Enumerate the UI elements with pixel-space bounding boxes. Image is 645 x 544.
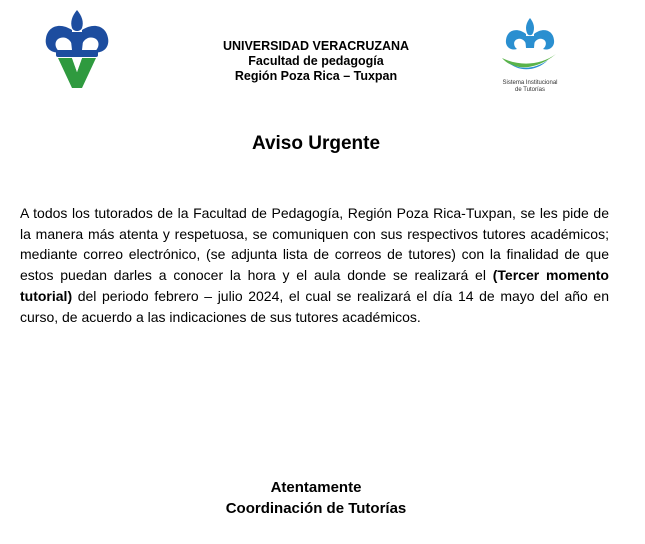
closing-block <box>0 477 632 519</box>
closing-regards: Atentamente <box>270 479 362 496</box>
notice-paragraph <box>20 203 609 327</box>
notice-paragraph-bold: (Tercer momento tutorial) <box>20 267 609 304</box>
uv-flor-de-lis-logo-icon <box>42 8 112 90</box>
notice-paragraph-part1: A todos los tutorados de la Facultad de Pedagogía, Región Poza Rica-Tuxpan, se les pide de la manera más atenta y respetuosa, se comuniquen con sus respectivos tutores académicos; mediante correo electrónico, (se adjunta lista de correos de tutores) con la finalidad de que estos puedan darles a conocer la hora y el aula donde se realizará el <box>20 205 609 284</box>
region-name: Región Poza Rica – Tuxpan <box>234 69 398 83</box>
university-name: UNIVERSIDAD VERACRUZANA <box>222 39 410 53</box>
notice-title: Aviso Urgente <box>251 133 381 154</box>
university-header <box>150 39 482 84</box>
tutorias-caption-line1: Sistema Institucional <box>502 80 558 86</box>
sistema-tutorias-logo-icon <box>494 14 566 96</box>
closing-signatory: Coordinación de Tutorías <box>225 500 407 517</box>
tutorias-caption-line2: de Tutorías <box>514 87 546 93</box>
notice-paragraph-part2: del periodo febrero – julio 2024, el cual se realizará el día 14 de mayo del año en curso, de acuerdo a las indicaciones de sus tutores académicos. <box>20 287 609 325</box>
faculty-name: Facultad de pedagogía <box>248 54 384 68</box>
